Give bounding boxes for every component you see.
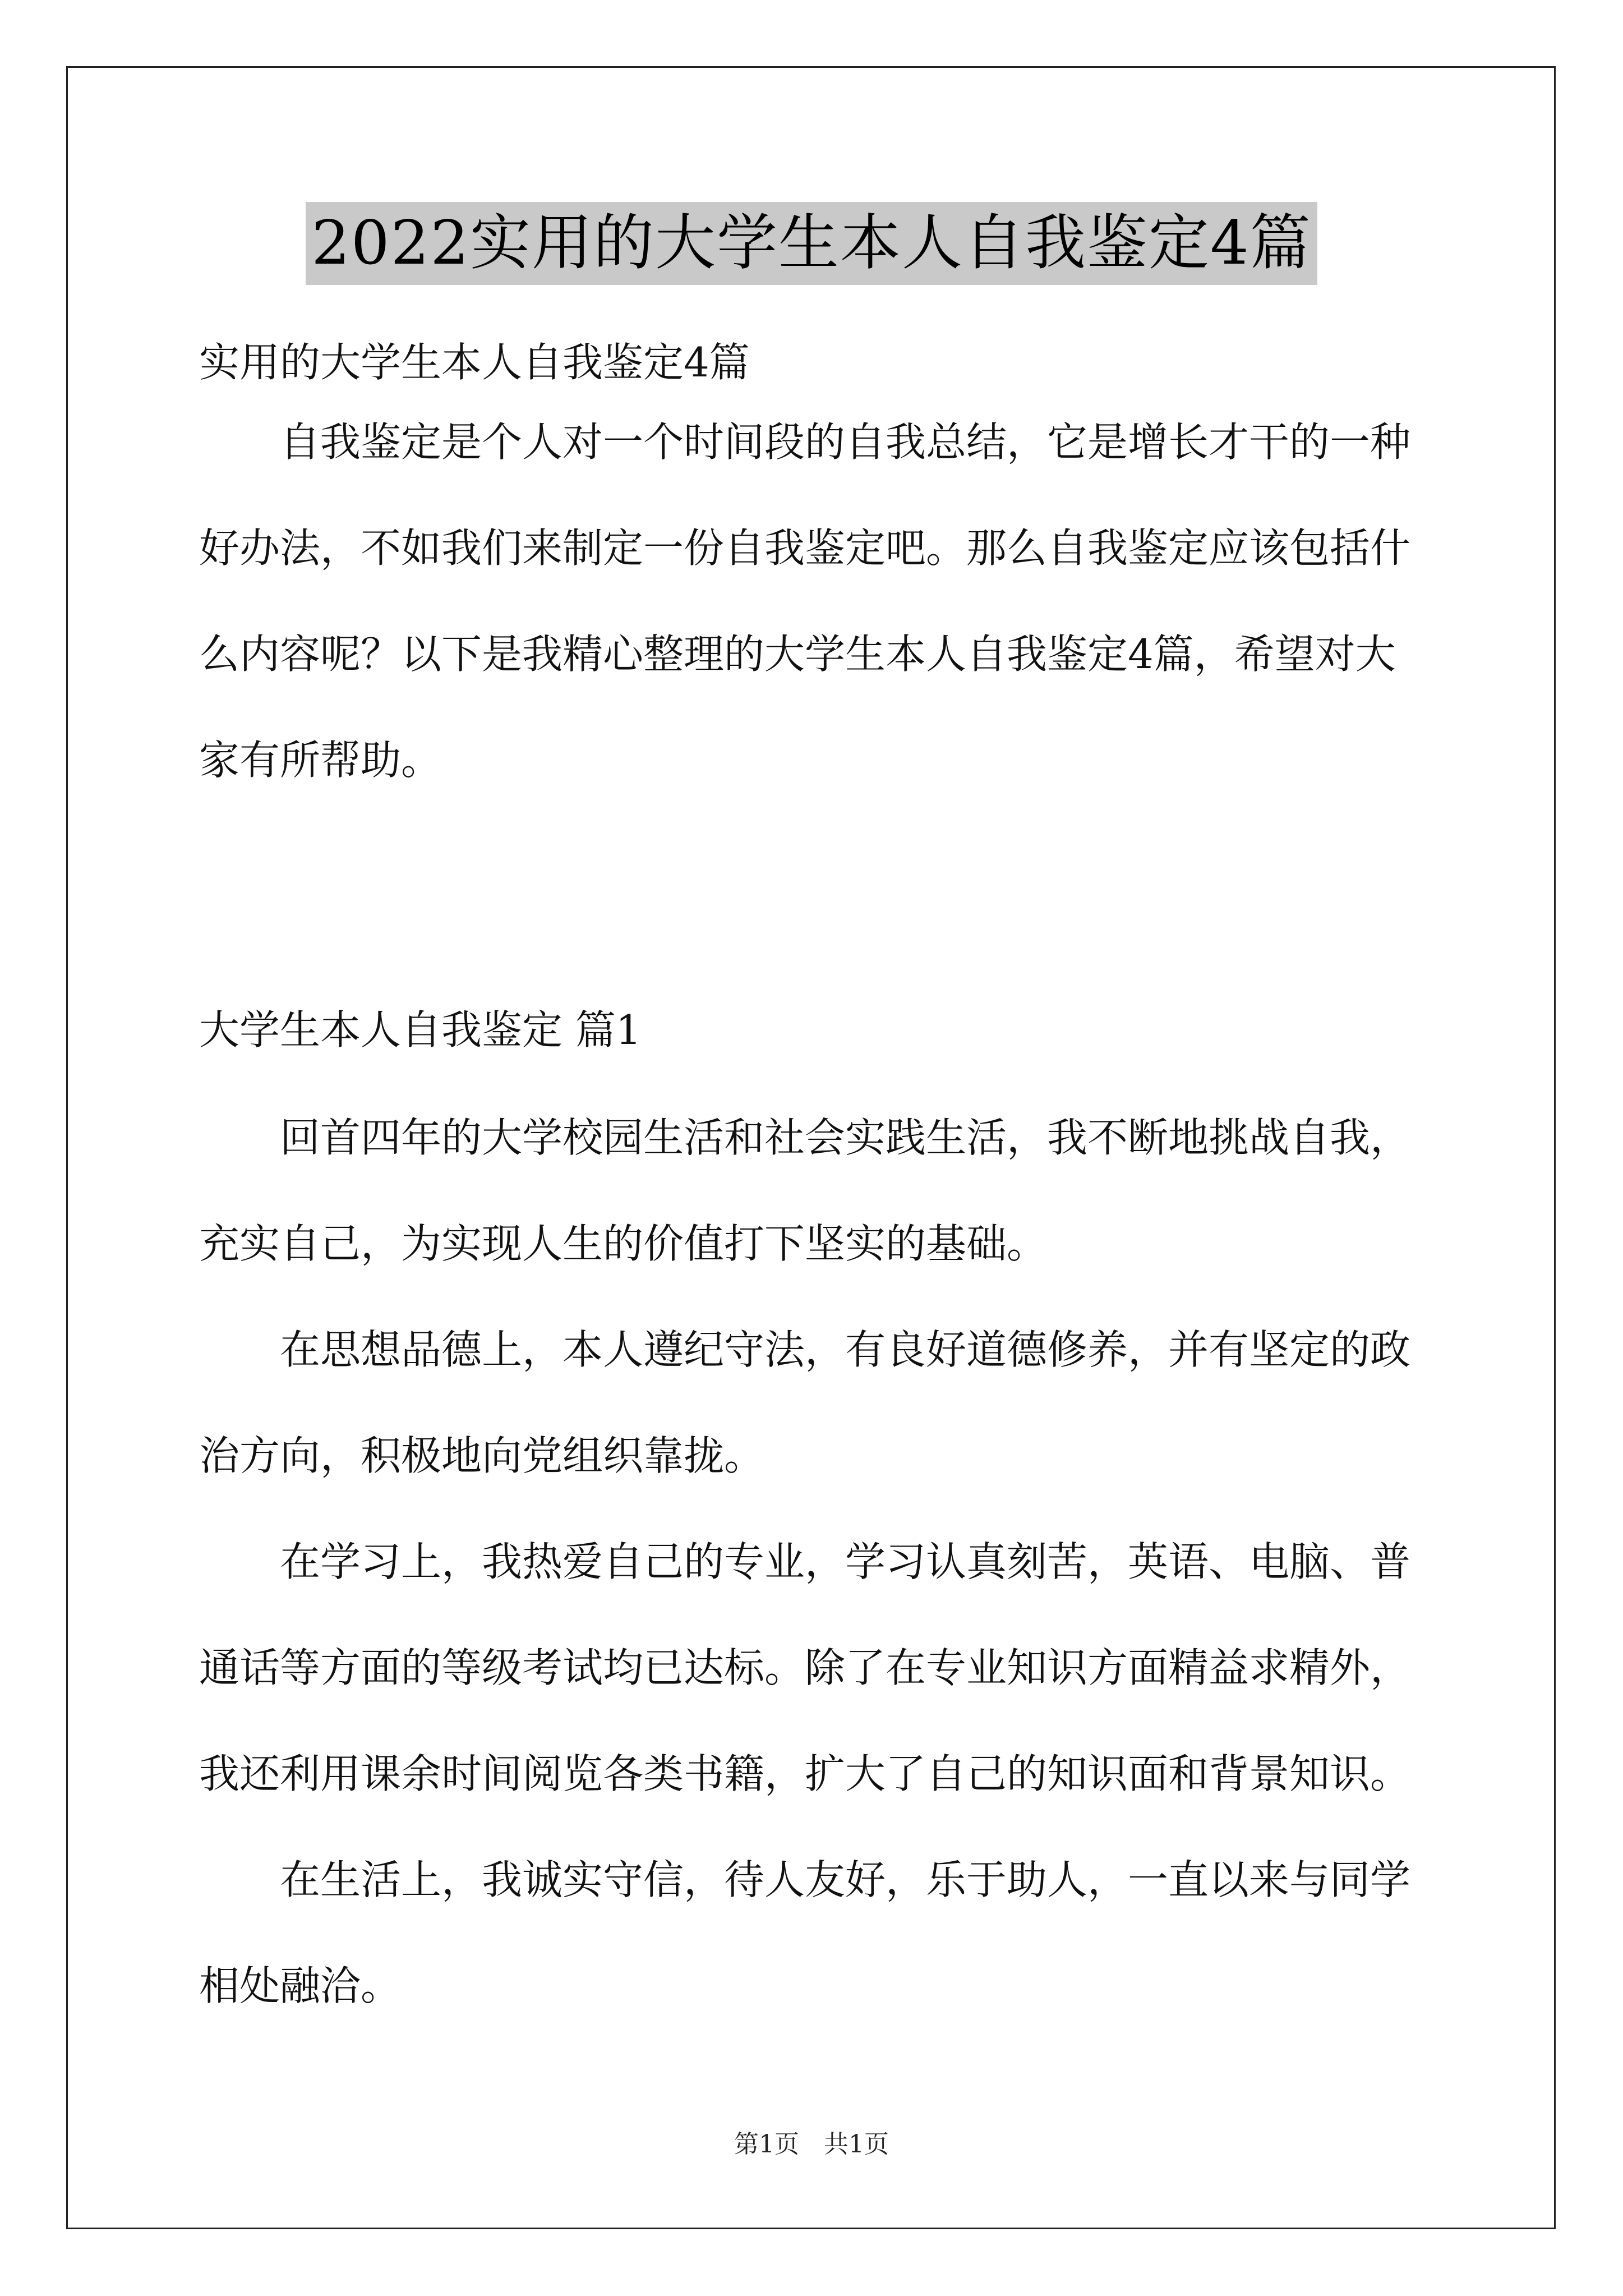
page-footer — [0, 2129, 1623, 2160]
paragraph-line: 相处融洽。 — [199, 1962, 402, 2009]
section-heading: 大学生本人自我鉴定 篇1 — [199, 1006, 642, 1053]
title-container — [0, 202, 1623, 285]
paragraph-line: 回首四年的大学校园生活和社会实践生活，我不断地挑战自我， — [280, 1114, 1411, 1161]
intro-line: 好办法，不如我们来制定一份自我鉴定吧。那么自我鉴定应该包括什 — [199, 524, 1411, 572]
paragraph-line: 在思想品德上，本人遵纪守法，有良好道德修养，并有坚定的政 — [280, 1326, 1411, 1373]
paragraph-line: 治方向，积极地向党组织靠拢。 — [199, 1432, 765, 1479]
paragraph-line: 在学习上，我热爱自己的专业，学习认真刻苦，英语、电脑、普 — [280, 1538, 1411, 1585]
document-subtitle: 实用的大学生本人自我鉴定4篇 — [199, 339, 750, 386]
intro-line: 自我鉴定是个人对一个时间段的自我总结，它是增长才干的一种 — [280, 418, 1411, 466]
page-number: 第1页 — [734, 2130, 799, 2159]
paragraph-line: 我还利用课余时间阅览各类书籍，扩大了自己的知识面和背景知识。 — [199, 1750, 1411, 1797]
intro-line: 家有所帮助。 — [199, 737, 442, 784]
page-total: 共1页 — [824, 2130, 889, 2159]
intro-line: 么内容呢？以下是我精心整理的大学生本人自我鉴定4篇，希望对大 — [199, 631, 1396, 678]
paragraph-line: 充实自己，为实现人生的价值打下坚实的基础。 — [199, 1220, 1048, 1267]
paragraph-line: 通话等方面的等级考试均已达标。除了在专业知识方面精益求精外， — [199, 1644, 1411, 1691]
document-title: 2022实用的大学生本人自我鉴定4篇 — [306, 202, 1317, 285]
paragraph-line: 在生活上，我诚实守信，待人友好，乐于助人，一直以来与同学 — [280, 1856, 1411, 1903]
